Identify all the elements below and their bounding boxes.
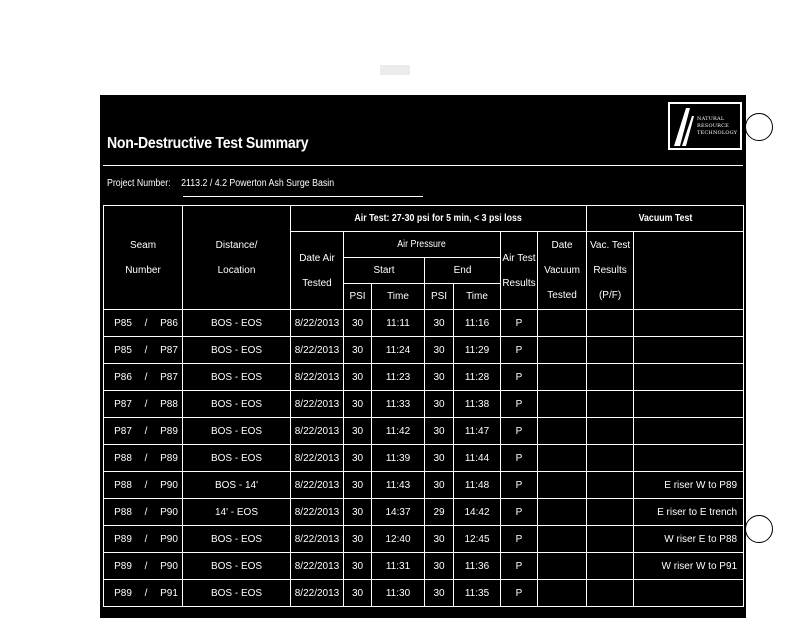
start-time-cell: 14:37 <box>372 499 425 526</box>
end-psi-cell: 30 <box>425 364 454 391</box>
location-cell: 14' - EOS <box>183 499 291 526</box>
seam-from: P85 <box>114 317 132 329</box>
seam-separator: / <box>144 344 148 356</box>
logo-text: NATURAL RESOURCE TECHNOLOGY <box>697 116 738 136</box>
seam-to: P91 <box>160 587 178 599</box>
comment-cell: E riser to E trench <box>634 499 744 526</box>
end-time-cell: 11:36 <box>454 553 501 580</box>
table-row <box>104 580 744 607</box>
start-psi-cell: 30 <box>344 337 372 364</box>
table-row <box>104 445 744 472</box>
seam-separator: / <box>144 533 148 545</box>
date-cell: 8/22/2013 <box>291 391 344 418</box>
date-cell: 8/22/2013 <box>291 445 344 472</box>
vacuum-date-cell <box>538 418 587 445</box>
air-result-cell: P <box>501 391 538 418</box>
air-result-cell: P <box>501 553 538 580</box>
vacuum-date-cell <box>538 499 587 526</box>
vacuum-result-cell <box>587 391 634 418</box>
seam-from: P89 <box>114 560 132 572</box>
vacuum-result-cell <box>587 445 634 472</box>
seam-separator: / <box>144 398 148 410</box>
start-time-header: Time <box>372 284 425 310</box>
start-time-cell: 11:43 <box>372 472 425 499</box>
start-psi-cell: 30 <box>344 418 372 445</box>
seam-separator: / <box>144 587 148 599</box>
air-test-header: Air Test: 27-30 psi for 5 min, < 3 psi loss <box>291 206 587 232</box>
start-time-cell: 12:40 <box>372 526 425 553</box>
start-time-cell: 11:24 <box>372 337 425 364</box>
location-cell: BOS - EOS <box>183 526 291 553</box>
start-psi-cell: 30 <box>344 391 372 418</box>
seam-from: P89 <box>114 533 132 545</box>
start-psi-cell: 30 <box>344 526 372 553</box>
seam-separator: / <box>144 452 148 464</box>
end-time-cell: 11:28 <box>454 364 501 391</box>
vacuum-result-cell <box>587 418 634 445</box>
date-cell: 8/22/2013 <box>291 472 344 499</box>
start-psi-cell: 30 <box>344 580 372 607</box>
start-psi-header: PSI <box>344 284 372 310</box>
comment-cell <box>634 391 744 418</box>
seam-from: P88 <box>114 479 132 491</box>
location-cell: BOS - EOS <box>183 391 291 418</box>
distance-location-header: Distance/ Location <box>183 206 291 310</box>
location-cell: BOS - EOS <box>183 553 291 580</box>
seam-separator: / <box>144 371 148 383</box>
air-result-cell: P <box>501 499 538 526</box>
comment-cell <box>634 580 744 607</box>
seam-cell <box>104 418 183 445</box>
seam-cell <box>104 580 183 607</box>
seam-from: P87 <box>114 425 132 437</box>
end-time-cell: 11:48 <box>454 472 501 499</box>
comment-cell <box>634 310 744 337</box>
seam-from: P86 <box>114 371 132 383</box>
start-psi-cell: 30 <box>344 553 372 580</box>
end-psi-cell: 30 <box>425 418 454 445</box>
start-psi-cell: 30 <box>344 499 372 526</box>
seam-cell <box>104 337 183 364</box>
seam-to: P89 <box>160 425 178 437</box>
seam-to: P87 <box>160 344 178 356</box>
project-number-value: 2113.2 / 4.2 Powerton Ash Surge Basin <box>181 178 335 189</box>
start-header: Start <box>344 258 425 284</box>
air-result-cell: P <box>501 310 538 337</box>
vacuum-result-cell <box>587 472 634 499</box>
end-psi-cell: 30 <box>425 526 454 553</box>
vacuum-date-cell <box>538 472 587 499</box>
seam-separator: / <box>144 479 148 491</box>
air-pressure-header: Air Pressure <box>344 232 501 258</box>
seam-cell <box>104 499 183 526</box>
start-psi-cell: 30 <box>344 445 372 472</box>
start-time-cell: 11:23 <box>372 364 425 391</box>
test-summary-sheet <box>100 95 746 618</box>
vacuum-date-cell <box>538 580 587 607</box>
table-row <box>104 553 744 580</box>
end-psi-cell: 30 <box>425 391 454 418</box>
location-cell: BOS - EOS <box>183 310 291 337</box>
seam-separator: / <box>144 317 148 329</box>
end-psi-cell: 30 <box>425 337 454 364</box>
comment-cell: W riser E to P88 <box>634 526 744 553</box>
seam-to: P86 <box>160 317 178 329</box>
seam-separator: / <box>144 506 148 518</box>
project-number-line <box>107 178 334 189</box>
start-psi-cell: 30 <box>344 364 372 391</box>
project-underline <box>183 196 423 197</box>
end-time-cell: 14:42 <box>454 499 501 526</box>
vacuum-result-cell <box>587 580 634 607</box>
vacuum-date-cell <box>538 364 587 391</box>
seam-cell <box>104 526 183 553</box>
start-time-cell: 11:30 <box>372 580 425 607</box>
location-cell: BOS - EOS <box>183 418 291 445</box>
location-cell: BOS - EOS <box>183 364 291 391</box>
date-vacuum-tested-header: Date Vacuum Tested <box>538 232 587 310</box>
air-result-cell: P <box>501 526 538 553</box>
seam-cell <box>104 472 183 499</box>
end-time-cell: 11:38 <box>454 391 501 418</box>
scan-smudge <box>380 65 410 75</box>
vacuum-result-cell <box>587 310 634 337</box>
table-row <box>104 364 744 391</box>
seam-to: P89 <box>160 452 178 464</box>
comment-cell <box>634 364 744 391</box>
table-row <box>104 310 744 337</box>
date-cell: 8/22/2013 <box>291 526 344 553</box>
seam-to: P88 <box>160 398 178 410</box>
vac-test-results-header: Vac. Test Results (P/F) <box>587 232 634 310</box>
end-psi-cell: 30 <box>425 310 454 337</box>
start-time-cell: 11:33 <box>372 391 425 418</box>
end-psi-cell: 30 <box>425 472 454 499</box>
air-result-cell: P <box>501 364 538 391</box>
company-logo <box>668 102 742 150</box>
seam-to: P90 <box>160 506 178 518</box>
seam-separator: / <box>144 425 148 437</box>
seam-to: P90 <box>160 533 178 545</box>
start-time-cell: 11:39 <box>372 445 425 472</box>
air-result-cell: P <box>501 472 538 499</box>
table-row <box>104 337 744 364</box>
seam-cell <box>104 391 183 418</box>
vacuum-date-cell <box>538 445 587 472</box>
start-psi-cell: 30 <box>344 310 372 337</box>
air-result-cell: P <box>501 445 538 472</box>
air-result-cell: P <box>501 580 538 607</box>
annotation-circle-top <box>745 113 773 141</box>
table-row <box>104 391 744 418</box>
vacuum-date-cell <box>538 553 587 580</box>
end-header: End <box>425 258 501 284</box>
comment-cell: E riser W to P89 <box>634 472 744 499</box>
date-cell: 8/22/2013 <box>291 310 344 337</box>
vacuum-test-header: Vacuum Test <box>587 206 744 232</box>
start-time-cell: 11:42 <box>372 418 425 445</box>
annotation-circle-middle <box>745 515 773 543</box>
vacuum-result-cell <box>587 526 634 553</box>
end-time-cell: 12:45 <box>454 526 501 553</box>
comment-cell <box>634 337 744 364</box>
date-cell: 8/22/2013 <box>291 364 344 391</box>
end-psi-cell: 29 <box>425 499 454 526</box>
test-rows <box>104 310 744 607</box>
table-row <box>104 472 744 499</box>
page-title: Non-Destructive Test Summary <box>107 135 309 152</box>
seam-separator: / <box>144 560 148 572</box>
seam-cell <box>104 553 183 580</box>
end-time-cell: 11:44 <box>454 445 501 472</box>
project-number-label: Project Number: <box>107 178 171 189</box>
seam-from: P87 <box>114 398 132 410</box>
location-cell: BOS - EOS <box>183 337 291 364</box>
end-time-header: Time <box>454 284 501 310</box>
header-row-1 <box>104 206 744 232</box>
date-air-tested-header: Date Air Tested <box>291 232 344 310</box>
vacuum-date-cell <box>538 526 587 553</box>
table-row <box>104 418 744 445</box>
seam-from: P88 <box>114 452 132 464</box>
comment-cell <box>634 418 744 445</box>
vacuum-result-cell <box>587 553 634 580</box>
seam-from: P85 <box>114 344 132 356</box>
end-time-cell: 11:35 <box>454 580 501 607</box>
air-result-cell: P <box>501 337 538 364</box>
end-time-cell: 11:29 <box>454 337 501 364</box>
end-time-cell: 11:16 <box>454 310 501 337</box>
comment-cell <box>634 445 744 472</box>
seam-to: P90 <box>160 479 178 491</box>
location-cell: BOS - 14' <box>183 472 291 499</box>
test-results-table <box>103 205 744 607</box>
vacuum-date-cell <box>538 337 587 364</box>
date-cell: 8/22/2013 <box>291 553 344 580</box>
seam-to: P90 <box>160 560 178 572</box>
seam-cell <box>104 310 183 337</box>
table-row <box>104 526 744 553</box>
comment-cell: W riser W to P91 <box>634 553 744 580</box>
seam-from: P88 <box>114 506 132 518</box>
start-psi-cell: 30 <box>344 472 372 499</box>
end-psi-cell: 30 <box>425 580 454 607</box>
vacuum-date-cell <box>538 391 587 418</box>
seam-to: P87 <box>160 371 178 383</box>
location-cell: BOS - EOS <box>183 580 291 607</box>
vacuum-result-cell <box>587 337 634 364</box>
end-psi-header: PSI <box>425 284 454 310</box>
date-cell: 8/22/2013 <box>291 580 344 607</box>
air-test-results-header: Air Test Results <box>501 232 538 310</box>
end-psi-cell: 30 <box>425 445 454 472</box>
title-divider <box>103 165 743 166</box>
date-cell: 8/22/2013 <box>291 499 344 526</box>
date-cell: 8/22/2013 <box>291 418 344 445</box>
seam-cell <box>104 445 183 472</box>
date-cell: 8/22/2013 <box>291 337 344 364</box>
seam-cell <box>104 364 183 391</box>
end-time-cell: 11:47 <box>454 418 501 445</box>
vacuum-result-cell <box>587 499 634 526</box>
seam-number-header: Seam Number <box>104 206 183 310</box>
seam-from: P89 <box>114 587 132 599</box>
location-cell: BOS - EOS <box>183 445 291 472</box>
start-time-cell: 11:11 <box>372 310 425 337</box>
start-time-cell: 11:31 <box>372 553 425 580</box>
air-result-cell: P <box>501 418 538 445</box>
vacuum-result-cell <box>587 364 634 391</box>
table-row <box>104 499 744 526</box>
vacuum-date-cell <box>538 310 587 337</box>
end-psi-cell: 30 <box>425 553 454 580</box>
